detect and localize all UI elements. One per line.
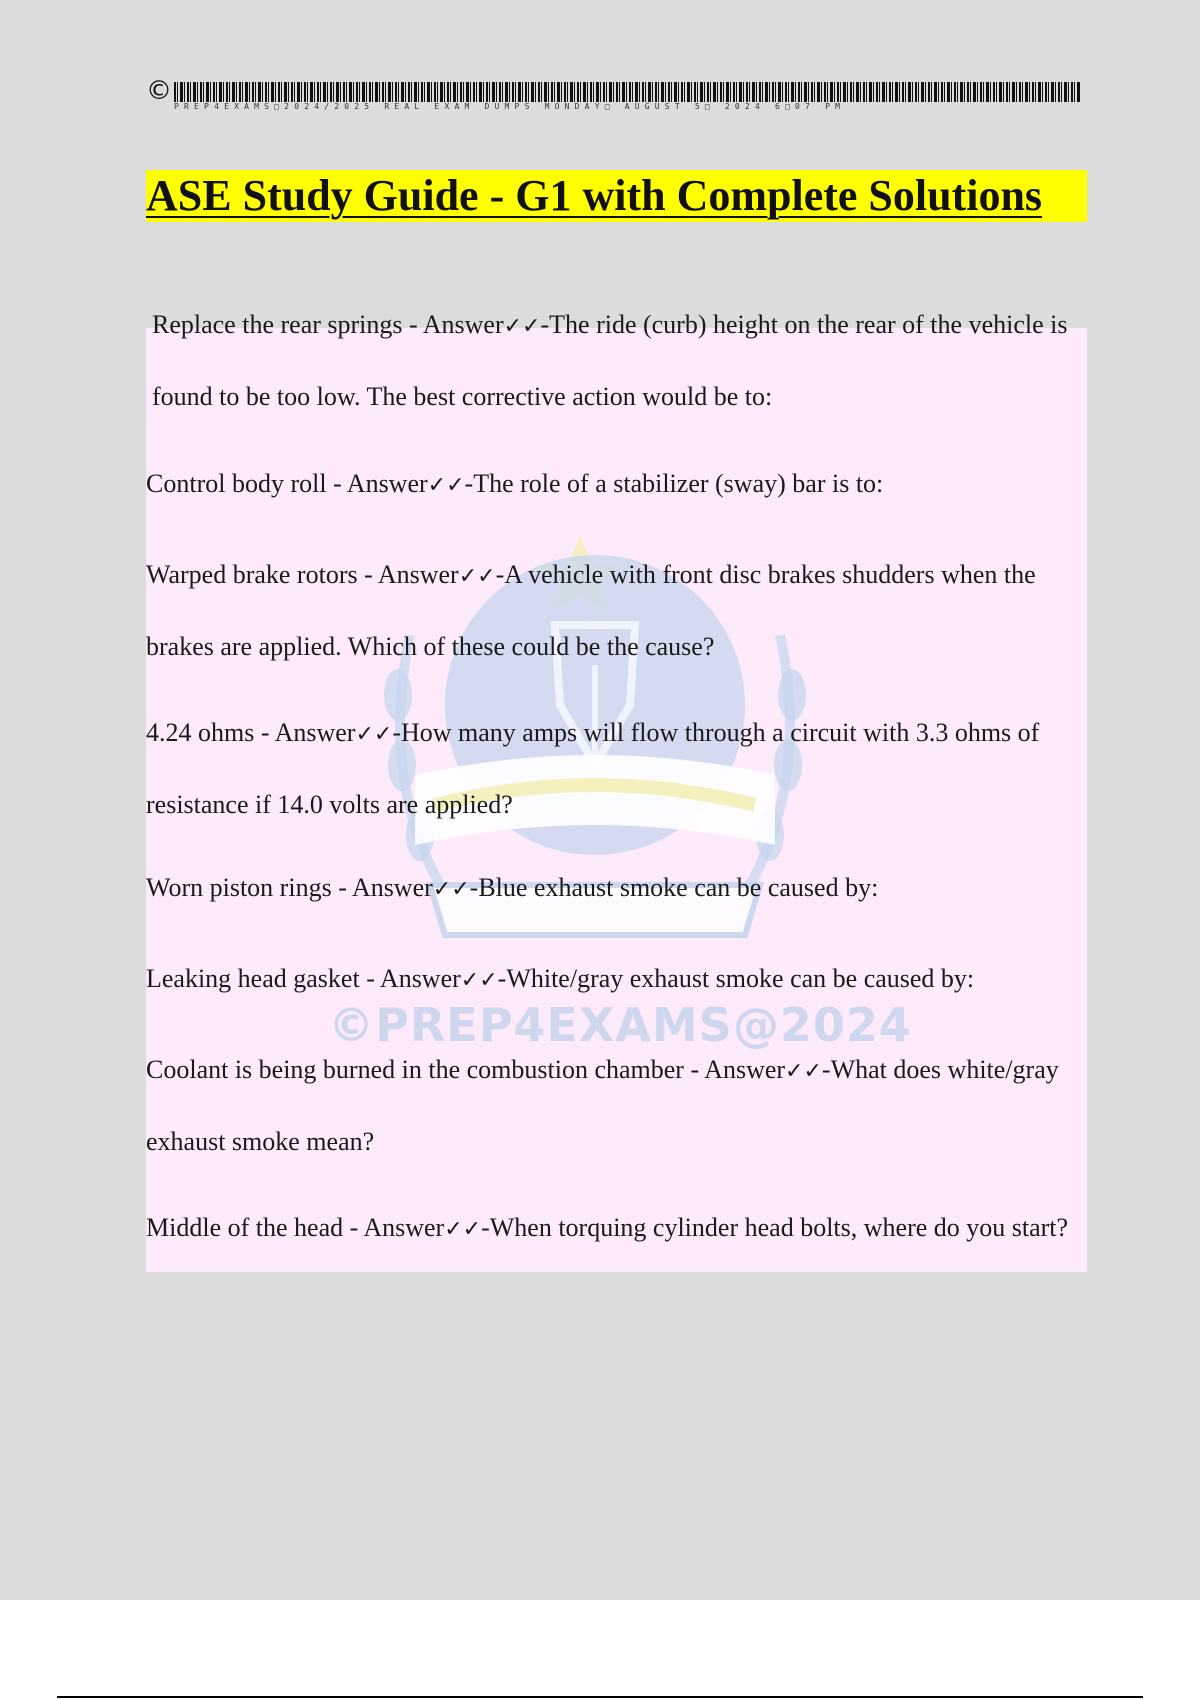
qa-item-7: Coolant is being burned in the combustion chamber - Answer✓✓-What does white/gray exhaust smoke mean? [146, 1055, 1059, 1156]
question: -The role of a stabilizer (sway) bar is to: [464, 469, 884, 498]
answer: 4.24 ohms [146, 718, 255, 747]
answer: Middle of the head [146, 1213, 344, 1242]
header-barcode [146, 78, 1080, 112]
answer: Worn piston rings [146, 873, 332, 902]
answer: Control body roll [146, 469, 327, 498]
answer: Coolant is being burned in the combustion chamber [146, 1055, 684, 1084]
qa-item-6: Leaking head gasket - Answer✓✓-White/gray exhaust smoke can be caused by: [146, 964, 975, 993]
watermark-text: ©PREP4EXAMS@2024 [328, 998, 912, 1052]
barcode-bars [174, 82, 1080, 102]
check-icon: ✓✓ [503, 314, 541, 339]
qa-item-8: Middle of the head - Answer✓✓-When torquing cylinder head bolts, where do you start? [146, 1213, 1069, 1242]
barcode [174, 78, 1080, 112]
check-icon: ✓✓ [458, 564, 496, 589]
barcode-caption: PREP4EXAMS□2024/2025 REAL EXAM DUMPS MONDAY□ AUGUST 5□ 2024 6□07 PM [174, 102, 846, 111]
qa-item-3: Warped brake rotors - Answer✓✓-A vehicle with front disc brakes shudders when the brakes are applied. Which of these could be the cause? [146, 560, 1036, 661]
check-icon: ✓✓ [432, 877, 470, 902]
check-icon: ✓✓ [427, 473, 465, 498]
qa-item-2: Control body roll - Answer✓✓-The role of a stabilizer (sway) bar is to: [146, 469, 884, 498]
answer: Leaking head gasket [146, 964, 360, 993]
question: -When torquing cylinder head bolts, where do you start? [481, 1213, 1069, 1242]
question: -Blue exhaust smoke can be caused by: [469, 873, 879, 902]
copyright-symbol: © [146, 76, 172, 106]
check-icon: ✓✓ [460, 968, 498, 993]
qa-item-1: Replace the rear springs - Answer✓✓-The ride (curb) height on the rear of the vehicle is found to be too low. The best corrective action would be to: [152, 310, 1068, 411]
question: -What does white/gray exhaust smoke mean? [146, 1055, 1059, 1156]
answer: Replace the rear springs [152, 310, 403, 339]
check-icon: ✓✓ [785, 1059, 822, 1084]
answer: Warped brake rotors [146, 560, 358, 589]
footer-divider [57, 1696, 1143, 1698]
question: -A vehicle with front disc brakes shudders when the brakes are applied. Which of these could be the cause? [146, 560, 1036, 661]
question: -The ride (curb) height on the rear of the vehicle is found to be too low. The best corrective action would be to: [152, 310, 1068, 411]
question: -White/gray exhaust smoke can be caused by: [497, 964, 975, 993]
document-title: ASE Study Guide - G1 with Complete Solutions [146, 170, 1087, 222]
qa-item-4: 4.24 ohms - Answer✓✓-How many amps will flow through a circuit with 3.3 ohms of resistance if 14.0 volts are applied? [146, 718, 1040, 819]
check-icon: ✓✓ [355, 722, 393, 747]
question: -How many amps will flow through a circuit with 3.3 ohms of resistance if 14.0 volts are applied? [146, 718, 1040, 819]
qa-item-5: Worn piston rings - Answer✓✓-Blue exhaust smoke can be caused by: [146, 873, 879, 902]
check-icon: ✓✓ [444, 1217, 482, 1242]
